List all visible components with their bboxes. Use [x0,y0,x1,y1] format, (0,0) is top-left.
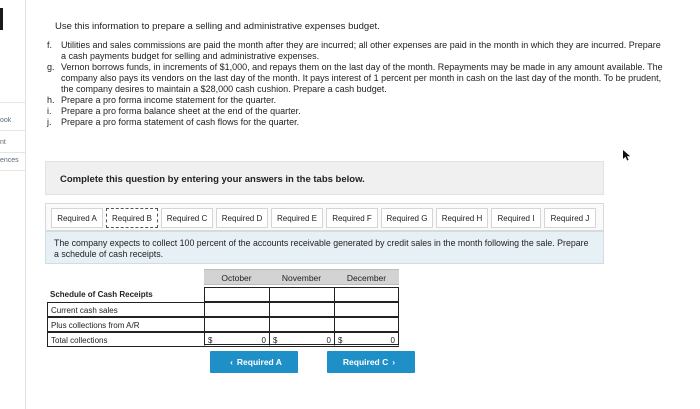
info-box [45,231,604,264]
chevron-left-icon: ‹ [230,357,233,367]
next-required-c-button[interactable] [327,351,415,373]
row-label-collections-ar: Plus collections from A/R [47,317,205,332]
requirement-letter: j. [47,117,52,127]
total-cell-december [334,332,399,347]
cell-input[interactable] [204,287,270,302]
requirement-item [47,117,665,128]
cell-input[interactable] [204,302,270,317]
schedule-title: Schedule of Cash Receipts [50,290,153,299]
info-text: The company expects to collect 100 percent of the accounts receivable generated by credit sales in the month following the sale. Prepare a schedule of cash receipts. [54,238,589,259]
cell-input[interactable] [334,302,399,317]
requirement-item [47,95,665,106]
instruction-text: Complete this question by entering your answers in the tabs below. [60,174,365,185]
requirement-letter: i. [47,106,52,116]
total-value-october: 0 [261,336,266,345]
cell-input[interactable] [334,317,399,332]
total-cell-october [204,332,270,347]
cell-input[interactable] [204,317,270,332]
tab-required-b[interactable]: Required B [106,208,158,228]
requirement-text: Utilities and sales commissions are paid the month after they are incurred; all other expenses are paid in the month in which they are incurred. Prepare a cash payments budget for selling and administrative expenses. [61,40,661,61]
active-marker [0,8,3,30]
requirement-letter: h. [47,95,55,105]
instruction-panel [45,161,604,195]
intro-text: Use this information to prepare a selling and administrative expenses budget. [55,21,380,32]
tab-required-a[interactable]: Required A [51,208,103,228]
next-button-label: Required C [342,357,389,367]
total-cell-november [269,332,335,347]
cell-input[interactable] [334,287,399,302]
sidebar-item-print[interactable]: nt [0,139,6,146]
tab-required-h[interactable]: Required H [436,208,488,228]
requirement-letter: f. [47,40,53,50]
column-header-october: October [221,273,252,283]
table-row [45,302,399,317]
sidebar-item-book[interactable]: ook [0,117,12,124]
tab-required-i[interactable]: Required I [491,208,541,228]
table-header-row [204,269,399,285]
currency-symbol: $ [208,336,213,345]
total-value-december: 0 [390,336,395,345]
tab-required-d[interactable]: Required D [216,208,268,228]
requirement-letter: g. [47,62,55,72]
left-sidebar [0,0,26,409]
column-header-november: November [281,273,322,283]
currency-symbol: $ [273,336,278,345]
requirement-text: Prepare a pro forma statement of cash flows for the quarter. [61,117,300,127]
requirement-item [47,62,665,95]
sidebar-divider [0,170,26,171]
table-row [45,332,399,347]
table-row [45,287,399,302]
row-label-current-cash-sales: Current cash sales [47,302,205,317]
cell-input[interactable] [269,287,335,302]
row-label-total-collections: Total collections [47,332,205,347]
chevron-right-icon: › [392,357,396,367]
sidebar-divider [0,102,26,103]
tab-required-j[interactable]: Required J [544,208,596,228]
requirements-list [45,40,665,128]
requirement-text: Prepare a pro forma income statement for the quarter. [61,95,277,105]
requirement-item [47,106,665,117]
currency-symbol: $ [338,336,343,345]
sidebar-divider [0,152,26,153]
tab-required-c[interactable]: Required C [161,208,213,228]
cell-input[interactable] [269,317,335,332]
sidebar-item-references[interactable]: ences [0,157,19,164]
tab-required-f[interactable]: Required F [326,208,378,228]
cell-input[interactable] [269,302,335,317]
tab-required-g[interactable]: Required G [381,208,433,228]
requirement-tabs [45,203,604,231]
tab-required-e[interactable]: Required E [271,208,323,228]
prev-required-a-button[interactable] [210,351,298,373]
requirement-item [47,40,665,62]
table-row [45,317,399,332]
requirement-text: Vernon borrows funds, in increments of $1,000, and repays them on the last day of the month. Repayments may be made in any amount available. The company also pays its vendors on the last day of the month. It pays interest of 1 percent per month in cash on the last day of the month. To be prudent, the company desires to maintain a $28,000 cash cushion. Prepare a cash budget. [61,62,663,94]
sidebar-divider [0,130,26,131]
prev-button-label: Required A [236,357,282,367]
total-value-november: 0 [326,336,331,345]
column-header-december: December [346,273,387,283]
requirement-text: Prepare a pro forma balance sheet at the end of the quarter. [61,106,301,116]
mouse-cursor-icon [623,150,632,164]
